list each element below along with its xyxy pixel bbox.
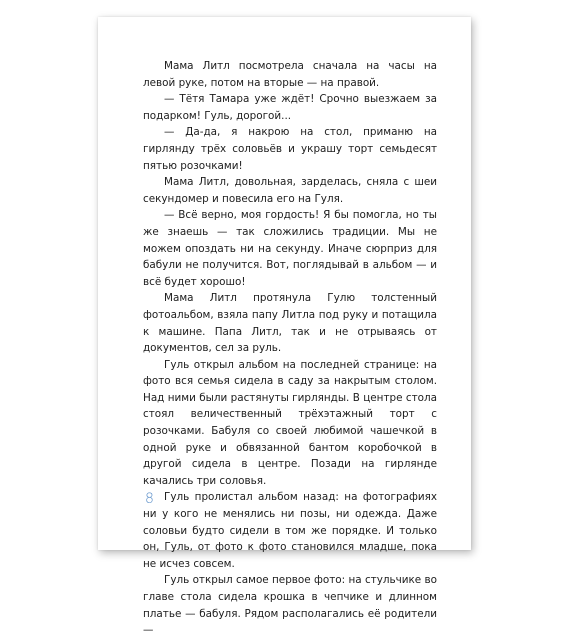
paragraph-3: — Да-да, я накрою на стол, приманю на гирлянду трёх соловьёв и украшу торт семьдесят пятью розочками! <box>143 126 437 172</box>
paragraph-5: — Всё верно, моя гордость! Я бы помогла, но ты же знаешь — так сложились традиции. Мы не можем опоздать ни на секунду. Иначе сюрприз для бабули не получится. Вот, поглядывай в альбом — и всё будет хорошо! <box>143 209 437 288</box>
page-number: 8 <box>145 491 154 507</box>
body-text <box>143 58 437 639</box>
paragraph-8: Гуль пролистал альбом назад: на фотографиях ни у кого не менялись ни позы, ни одежда. Даже соловьи будто сидели в том же порядке. И только он, Гуль, от фото к фото становился младше, пока не исчез совсем. <box>143 491 437 570</box>
paragraph-6: Мама Литл протянула Гулю толстенный фотоальбом, взяла папу Литла под руку и потащила к машине. Папа Литл, так и не отрываясь от документов, сел за руль. <box>143 292 437 355</box>
paragraph-7: Гуль открыл альбом на последней странице: на фото вся семья сидела в саду за накрытым столом. Над ними были растянуты гирлянды. В центре стола стоял величественный трёхэтажный торт с розочками. Бабуля со своей любимой чашечкой в одной руке и обвязанной бантом коробочкой в другой сидела в центре. Позади на гирлянде качались три соловья. <box>143 358 437 487</box>
paragraph-4: Мама Литл, довольная, зарделась, сняла с шеи секундомер и повесила его на Гуля. <box>143 176 437 205</box>
paragraph-9: Гуль открыл самое первое фото: на стульчике во главе стола сидела крошка в чепчике и длинном платье — бабуля. Рядом располагались её родители — <box>143 574 437 637</box>
book-page <box>98 17 471 637</box>
paragraph-1: Мама Литл посмотрела сначала на часы на левой руке, потом на вторые — на правой. <box>143 60 437 89</box>
paragraph-2: — Тётя Тамара уже ждёт! Срочно выезжаем за подарком! Гуль, дорогой... <box>143 93 437 122</box>
